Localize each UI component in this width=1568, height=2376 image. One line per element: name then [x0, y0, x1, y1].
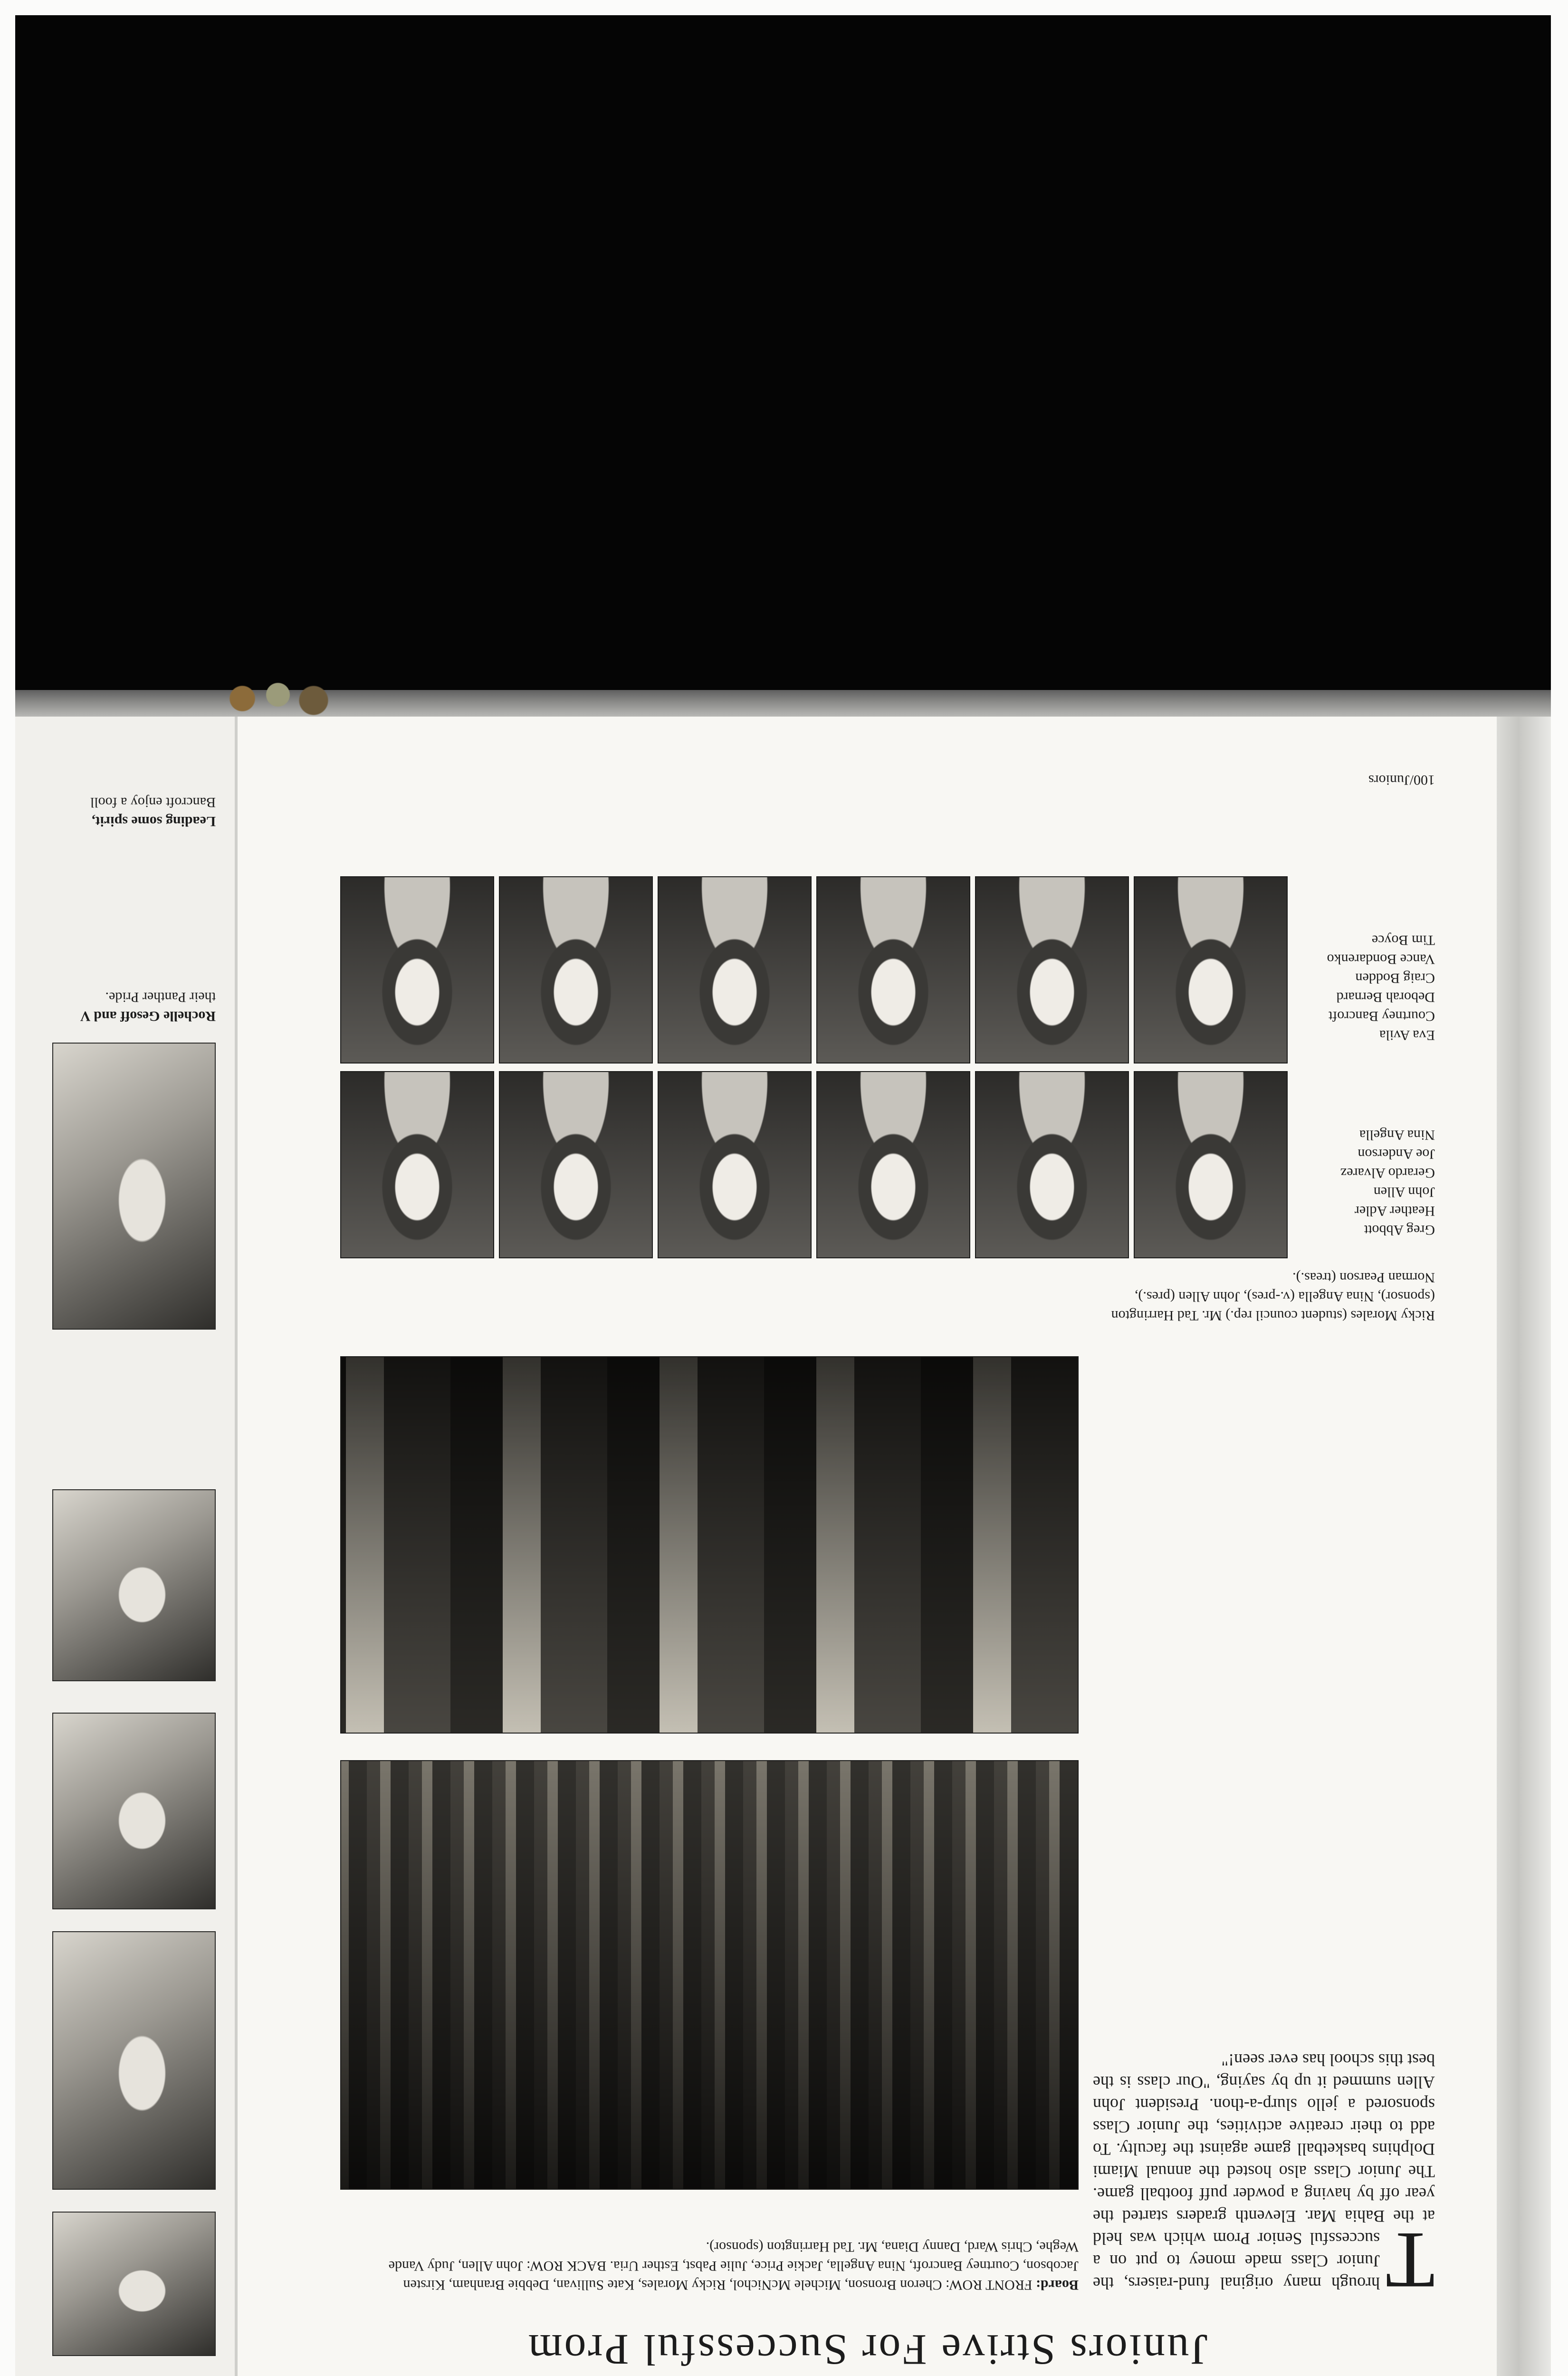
article-body: T hrough many original fund-raisers, the Junior Class made money to put on a successful Senior Prom which was held at the Bahia Mar. Eleventh graders started the year off by having a powder puff football game. The Junior Class also hosted the annual Miami Dolphins basketball game against the faculty. To add to their creative activities, the Junior Class sponsored a jello slurp-a-thon. President John Allen summed it up by saying, "Our class is the best this school has ever seen!"	[1093, 2050, 1435, 2305]
portrait-name: Craig Bodden	[1355, 970, 1435, 986]
portrait-eva-avila	[340, 876, 494, 1063]
portrait-gerardo-alvarez	[816, 1071, 970, 1258]
portrait-name: Tim Boyce	[1371, 932, 1435, 948]
portrait-name: Heather Adler	[1354, 1203, 1435, 1219]
left-photo-4	[52, 1489, 216, 1681]
portrait-tim-boyce	[1134, 876, 1288, 1063]
page-folio: 100/Juniors	[1368, 772, 1435, 788]
portrait-names-row-1	[1297, 1125, 1435, 1239]
drop-cap: T	[1386, 2216, 1435, 2305]
left-photo-3	[52, 1713, 216, 1909]
portrait-craig-bodden	[816, 876, 970, 1063]
class-officers-photo	[340, 1356, 1079, 1734]
portrait-name: Gerardo Alvarez	[1340, 1165, 1435, 1181]
left-caption-top: Leading some spirit, Bancroft enjoy a fooll	[90, 795, 216, 829]
page-title: Juniors Strive For Successful Prom	[526, 2326, 1208, 2374]
yearbook-page	[238, 717, 1497, 2376]
left-photo-1	[52, 2212, 216, 2356]
portrait-name: Vance Bondarenko	[1327, 951, 1435, 967]
portrait-joe-anderson	[975, 1071, 1129, 1258]
portrait-heather-adler	[499, 1071, 653, 1258]
left-caption-bottom: Rochelle Gesoff and V their Panther Pride.	[80, 989, 216, 1024]
portrait-name: John Allen	[1373, 1184, 1435, 1200]
portrait-name: Joe Anderson	[1358, 1146, 1435, 1162]
portrait-name: Nina Angella	[1359, 1127, 1435, 1143]
portrait-courtney-bancroft	[499, 876, 653, 1063]
portrait-names-row-2	[1297, 930, 1435, 1044]
book-edge	[1497, 717, 1551, 2376]
portrait-john-allen	[658, 1071, 812, 1258]
board-caption: Board: FRONT ROW: Cheron Bronson, Michele McNichol, Ricky Morales, Kate Sullivan, Debbie Branham, Kirsten Jacobson, Courtney Bancroft, Nina Angella, Jackie Price, Julie Pabst, Esther Uria. BACK ROW: John Allen, Judy Vande Weghe, Chris Ward, Danny Diana, Mr. Tad Harrington (sponsor).	[388, 2239, 1079, 2293]
portrait-name: Courtney Bancroft	[1328, 1008, 1435, 1024]
portrait-name: Deborah Bernard	[1336, 989, 1435, 1005]
portrait-greg-abbott	[340, 1071, 494, 1258]
portrait-deborah-bernard	[658, 876, 812, 1063]
left-facing-page	[15, 717, 238, 2376]
portrait-name: Eva Avila	[1379, 1027, 1435, 1043]
spine-ornament	[200, 680, 342, 718]
portrait-nina-angella	[1134, 1071, 1288, 1258]
portrait-name: Greg Abbott	[1364, 1222, 1435, 1238]
left-photo-5	[52, 1043, 216, 1330]
officers-caption: Ricky Morales (student council rep.) Mr. Tad Harrington (sponsor), Nina Angella (v.-pres), John Allen (pres.), Norman Pearson (treas.).	[1111, 1270, 1435, 1323]
left-photo-2	[52, 1931, 216, 2190]
portrait-vance-bondarenko	[975, 876, 1129, 1063]
dark-backdrop	[15, 15, 1551, 690]
junior-board-photo	[340, 1760, 1079, 2190]
